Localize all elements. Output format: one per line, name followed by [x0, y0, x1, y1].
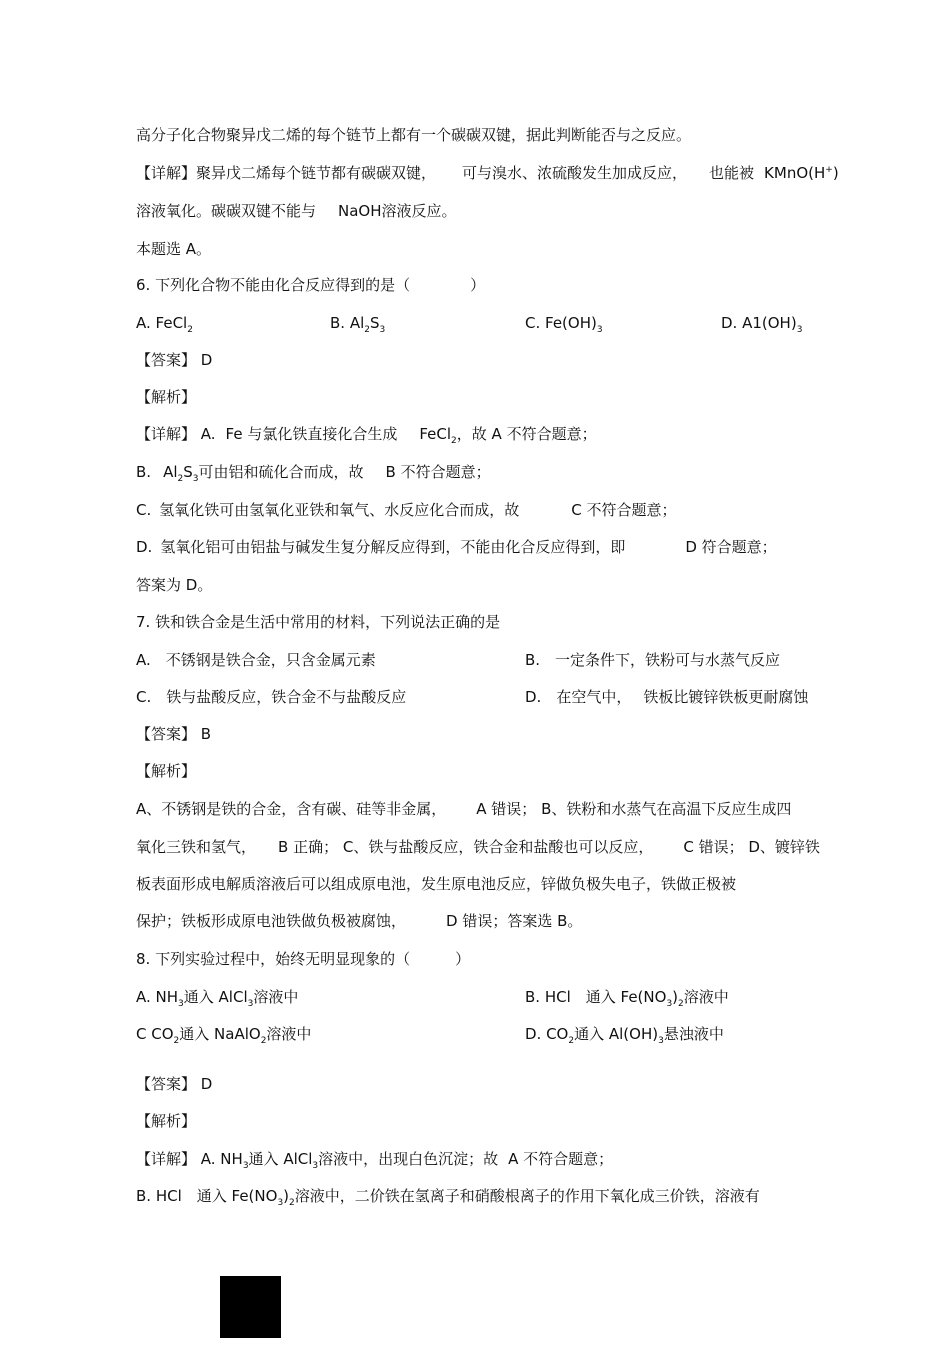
text-line — [136, 1149, 613, 1169]
option-b — [525, 650, 780, 670]
text: D. — [136, 538, 153, 556]
question-text: 8. 下列实验过程中，始终无明显现象的（ ） — [136, 950, 471, 968]
question-6 — [136, 275, 485, 295]
subscript: 3 — [247, 999, 254, 1009]
answer — [136, 350, 212, 370]
option-c — [136, 687, 406, 707]
option-c — [525, 313, 603, 333]
question-7 — [136, 612, 500, 632]
text-line — [136, 1186, 760, 1206]
text: 通入 AlCl — [248, 1150, 313, 1168]
text-line — [136, 163, 839, 183]
text: A 错误； B、铁粉和水蒸气在高温下反应生成四 — [476, 800, 792, 818]
text: A 不符合题意； — [508, 1150, 614, 1168]
subscript: 2 — [451, 436, 457, 446]
formula: S — [183, 463, 193, 481]
subscript: 3 — [658, 1036, 664, 1046]
question-text: 6. 下列化合物不能由化合反应得到的是（ ） — [136, 276, 486, 294]
text: D 符合题意； — [685, 538, 777, 556]
option-d — [525, 687, 808, 707]
option-d — [721, 313, 802, 333]
option-d — [525, 1024, 724, 1044]
text: 【解析】 — [136, 388, 197, 406]
analysis-label — [136, 761, 196, 781]
text: 保护；铁板形成原电池铁做负极被腐蚀， — [136, 912, 407, 930]
text: C 错误； D、镀锌铁 — [683, 838, 820, 856]
text-line — [136, 537, 777, 557]
subscript: 2 — [678, 999, 684, 1009]
text: 溶液中，二价铁在氢离子和硝酸根离子的作用下氧化成三价铁，溶液有 — [294, 1187, 760, 1205]
black-square — [220, 1276, 281, 1338]
subscript: 3 — [277, 1198, 284, 1208]
text: 【答案】 D — [136, 351, 213, 369]
option-b — [525, 987, 729, 1007]
option-text: A. FeCl — [136, 314, 188, 332]
subscript: 2 — [260, 1036, 267, 1046]
text-line — [136, 424, 597, 444]
option-text: 铁板比镀锌铁板更耐腐蚀 — [643, 688, 809, 706]
text: 高分子化合物聚异戊二烯的每个链节上都有一个碳碳双键，据此判断能否与之反应。 — [136, 126, 692, 144]
option-text: 溶液中 — [253, 988, 299, 1006]
subscript: 2 — [173, 1036, 180, 1046]
subscript: 2 — [364, 325, 370, 335]
option-text: B. 一定条件下，铁粉可与水蒸气反应 — [525, 651, 781, 669]
text-line — [136, 799, 791, 819]
text: 【解析】 — [136, 762, 197, 780]
text-line — [136, 874, 736, 894]
subscript: 3 — [796, 325, 803, 335]
text: 【详解】 A. NH — [136, 1150, 243, 1168]
text-line — [136, 500, 677, 520]
text: B 不符合题意； — [385, 463, 491, 481]
text: B. HCl 通入 Fe(NO — [136, 1187, 278, 1205]
formula: ) — [832, 164, 839, 182]
option-text: D. A1(OH) — [721, 314, 797, 332]
option-b — [330, 313, 385, 333]
option-text: 溶液中 — [266, 1025, 312, 1043]
text-line — [136, 239, 211, 259]
text-line — [136, 201, 457, 221]
subscript: 3 — [178, 999, 184, 1009]
option-a — [136, 987, 298, 1007]
text: ) — [283, 1187, 290, 1205]
subscript: 3 — [379, 325, 386, 335]
question-8 — [136, 949, 470, 969]
text: 可由铝和硫化合而成，故 — [198, 463, 364, 481]
formula: Al — [163, 463, 178, 481]
text: 【详解】 A. — [136, 425, 216, 443]
analysis-label — [136, 1111, 196, 1131]
subscript: 2 — [568, 1036, 575, 1046]
text: B 正确； C、铁与盐酸反应，铁合金和盐酸也可以反应， — [278, 838, 654, 856]
option-text: C CO — [136, 1025, 174, 1043]
text: 氢氧化铝可由铝盐与碱发生复分解反应得到，不能由化合反应得到，即 — [160, 538, 626, 556]
subscript: 3 — [596, 325, 603, 335]
text: Fe 与氯化铁直接化合生成 — [225, 425, 398, 443]
subscript: 2 — [187, 325, 193, 335]
option-text: B. HCl 通入 Fe(NO — [525, 988, 667, 1006]
text-line — [136, 125, 691, 145]
text-line — [136, 575, 212, 595]
option-text: B. Al — [330, 314, 365, 332]
text: 氢氧化铁可由氢氧化亚铁和氧气、水反应化合而成，故 — [159, 501, 520, 519]
text: NaOH溶液反应。 — [338, 202, 457, 220]
text-line — [136, 462, 491, 482]
option-text: 通入 AlCl — [183, 988, 248, 1006]
option-text: D. CO — [525, 1025, 569, 1043]
subscript: 3 — [666, 999, 673, 1009]
question-text: 7. 铁和铁合金是生活中常用的材料，下列说法正确的是 — [136, 613, 501, 631]
subscript: 3 — [242, 1161, 249, 1171]
option-text: 通入 NaAlO — [179, 1025, 261, 1043]
option-text: S — [370, 314, 380, 332]
option-text: A. NH — [136, 988, 179, 1006]
superscript: + — [825, 165, 833, 175]
subscript: 3 — [312, 1161, 319, 1171]
option-text: C. 铁与盐酸反应，铁合金不与盐酸反应 — [136, 688, 407, 706]
option-text: A. 不锈钢是铁合金，只含金属元素 — [136, 651, 376, 669]
text: 【答案】 D — [136, 1075, 213, 1093]
option-text: 通入 Al(OH) — [574, 1025, 659, 1043]
option-text: 溶液中 — [683, 988, 729, 1006]
option-text: D. 在空气中， — [525, 688, 632, 706]
formula: (H — [808, 164, 826, 182]
text: ，故 A 不符合题意； — [456, 425, 597, 443]
text-line — [136, 911, 582, 931]
subscript: 3 — [192, 474, 199, 484]
text: A、不锈钢是铁的合金，含有碳、硅等非金属， — [136, 800, 447, 818]
text: 【解析】 — [136, 1112, 197, 1130]
option-a — [136, 313, 193, 333]
text-line — [136, 837, 820, 857]
text: C. — [136, 501, 152, 519]
text: 【详解】聚异戊二烯每个链节都有碳碳双键， — [136, 164, 437, 182]
formula: KMnO — [764, 164, 809, 182]
answer — [136, 724, 211, 744]
text: 溶液中，出现白色沉淀；故 — [318, 1150, 499, 1168]
answer — [136, 1074, 212, 1094]
analysis-label — [136, 387, 196, 407]
option-text: ) — [672, 988, 679, 1006]
option-c — [136, 1024, 311, 1044]
text: D 错误；答案选 B。 — [446, 912, 583, 930]
text: 板表面形成电解质溶液后可以组成原电池，发生原电池反应，锌做负极失电子，铁做正极被 — [136, 875, 737, 893]
text: 答案为 D。 — [136, 576, 213, 594]
text: 也能被 — [709, 164, 755, 182]
text: B. — [136, 463, 152, 481]
text: 溶液氧化。碳碳双键不能与 — [136, 202, 317, 220]
text: 本题选 A。 — [136, 240, 212, 258]
subscript: 2 — [289, 1198, 295, 1208]
subscript: 2 — [177, 474, 184, 484]
option-a — [136, 650, 376, 670]
option-text: C. Fe(OH) — [525, 314, 597, 332]
option-text: 悬浊液中 — [663, 1025, 724, 1043]
text: 可与溴水、浓硫酸发生加成反应， — [462, 164, 688, 182]
text: 氧化三铁和氢气， — [136, 838, 257, 856]
text: C 不符合题意； — [571, 501, 677, 519]
formula: FeCl — [419, 425, 452, 443]
text: 【答案】 B — [136, 725, 212, 743]
